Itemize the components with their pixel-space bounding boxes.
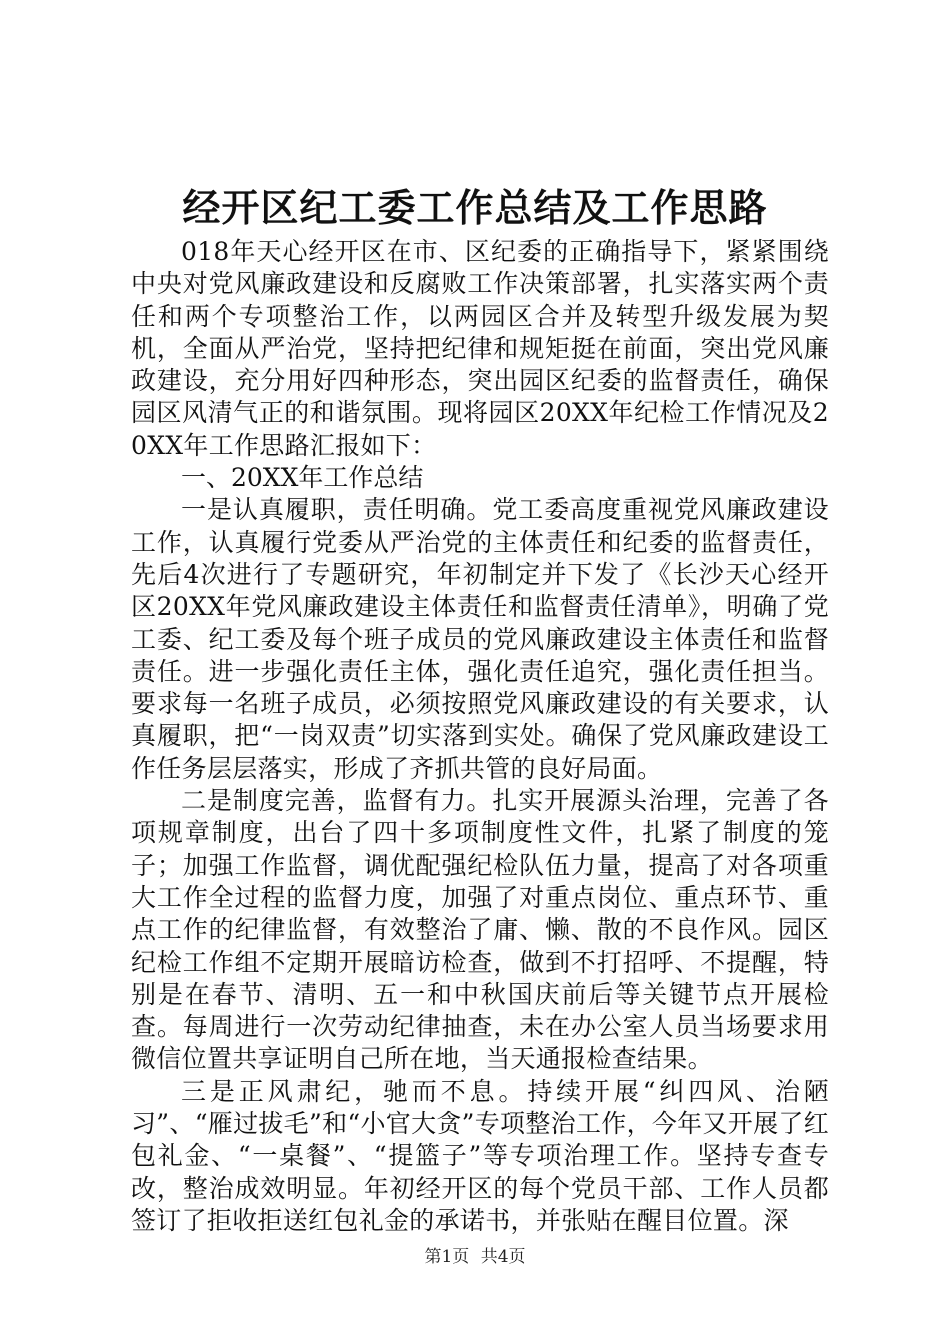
section-heading: 一、20XX年工作总结 [181, 463, 424, 493]
body-paragraph-2: 二是制度完善，监督有力。扎实开展源头治理，完善了各项规章制度，出台了四十多项制度性文件，扎紧了制度的笼子；加强工作监督，调优配强纪检队伍力量，提高了对各项重大工作全过程的监督力度，加强了对重点岗位、重点环节、重点工作的纪律监督，有效整治了庸、懒、散的不良作风。园区纪检工作组不定期开展暗访检查，做到不打招呼、不提醒，特别是在春节、清明、五一和中秋国庆前后等关键节点开展检查。每周进行一次劳动纪律抽查，未在办公室人员当场要求用微信位置共享证明自己所在地，当天通报检查结果。 [131, 786, 829, 1074]
document-body [131, 236, 829, 1237]
body-paragraph-1: 一是认真履职，责任明确。党工委高度重视党风廉政建设工作，认真履行党委从严治党的主体责任和纪委的监督责任，先后4次进行了专题研究，年初制定并下发了《长沙天心经开区20XX年党风廉政建设主体责任和监督责任清单》，明确了党工委、纪工委及每个班子成员的党风廉政建设主体责任和监督责任。进一步强化责任主体，强化责任追究，强化责任担当。要求每一名班子成员，必须按照党风廉政建设的有关要求，认真履职，把“一岗双责”切实落到实处。确保了党风廉政建设工作任务层层落实，形成了齐抓共管的良好局面。 [131, 495, 829, 783]
page-number: 第1页 [424, 1247, 470, 1267]
document-title: 经开区纪工委工作总结及工作思路 [182, 185, 768, 230]
body-paragraph-3: 三是正风肃纪，驰而不息。持续开展“纠四风、治陋习”、“雁过拔毛”和“小官大贪”专项整治工作，今年又开展了红包礼金、“一桌餐”、“提篮子”等专项治理工作。坚持专查专改，整治成效明显。年初经开区的每个党员干部、工作人员都签订了拒收拒送红包礼金的承诺书，并张贴在醒目位置。深 [131, 1076, 829, 1235]
page-footer [0, 1245, 950, 1269]
intro-paragraph: 018年天心经开区在市、区纪委的正确指导下，紧紧围绕中央对党风廉政建设和反腐败工作决策部署，扎实落实两个责任和两个专项整治工作，以两园区合并及转型升级发展为契机，全面从严治党，坚持把纪律和规矩挺在前面，突出党风廉政建设，充分用好四种形态，突出园区纪委的监督责任，确保园区风清气正的和谐氛围。现将园区20XX年纪检工作情况及20XX年工作思路汇报如下： [131, 237, 829, 460]
page-total: 共4页 [480, 1247, 526, 1267]
